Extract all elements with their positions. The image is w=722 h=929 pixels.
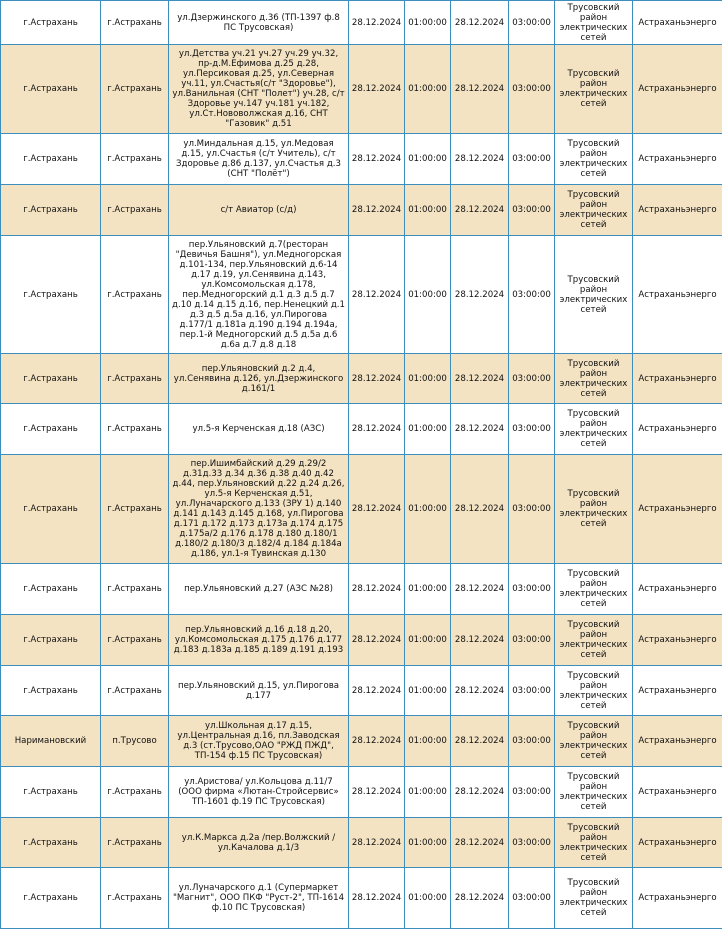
company-cell: Астраханьэнерго — [633, 45, 722, 134]
district-cell: г.Астрахань — [1, 818, 101, 868]
table-row — [1, 818, 722, 868]
address-cell: пер.Ульяновский д.2 д.4, ул.Сенявина д.126, ул.Дзержинского д.161/1 — [169, 354, 349, 404]
district-cell: г.Астрахань — [1, 45, 101, 134]
network-district-cell: Трусовский район электрических сетей — [555, 45, 633, 134]
address-cell: ул.К.Маркса д.2а /пер.Волжский / ул.Качалова д.1/3 — [169, 818, 349, 868]
start-date-cell: 28.12.2024 — [349, 185, 405, 236]
end-time-cell: 03:00:00 — [509, 615, 555, 666]
table-row — [1, 1, 722, 45]
company-cell: Астраханьэнерго — [633, 1, 722, 45]
network-district-cell: Трусовский район электрических сетей — [555, 716, 633, 767]
start-date-cell: 28.12.2024 — [349, 868, 405, 929]
end-time-cell: 03:00:00 — [509, 818, 555, 868]
end-date-cell: 28.12.2024 — [451, 767, 509, 818]
address-cell: пер.Ишимбайский д.29 д.29/2 д.31д.33 д.34 д.36 д.38 д.40 д.42 д.44, пер.Ульяновский д.22 д.24 д.26, ул.5-я Керченская д.51, ул.Луначарского д.133 (ЗРУ 1) д.140 д.141 д.143 д.145 д.168, ул.Пирогова д.171 д.172 д.173 д.173а д.174 д.175 д.175а/2 д.176 д.178 д.180 д.180/1 д.180/2 д.180/3 д.182/4 д.184 д.184а д.186, ул.1-я Тувинская д.130 — [169, 455, 349, 564]
network-district-cell: Трусовский район электрических сетей — [555, 354, 633, 404]
end-date-cell: 28.12.2024 — [451, 134, 509, 185]
end-date-cell: 28.12.2024 — [451, 1, 509, 45]
outage-table-body — [1, 1, 722, 929]
district-cell: г.Астрахань — [1, 1, 101, 45]
network-district-cell: Трусовский район электрических сетей — [555, 1, 633, 45]
table-row — [1, 716, 722, 767]
locality-cell: г.Астрахань — [101, 666, 169, 716]
district-cell: г.Астрахань — [1, 134, 101, 185]
district-cell: г.Астрахань — [1, 185, 101, 236]
end-date-cell: 28.12.2024 — [451, 868, 509, 929]
start-date-cell: 28.12.2024 — [349, 45, 405, 134]
end-time-cell: 03:00:00 — [509, 868, 555, 929]
start-time-cell: 01:00:00 — [405, 236, 451, 354]
start-time-cell: 01:00:00 — [405, 716, 451, 767]
company-cell: Астраханьэнерго — [633, 767, 722, 818]
address-cell: пер.Ульяновский д.16 д.18 д.20, ул.Комсомольская д.175 д.176 д.177 д.183 д.183а д.185 д.189 д.191 д.193 — [169, 615, 349, 666]
network-district-cell: Трусовский район электрических сетей — [555, 615, 633, 666]
start-date-cell: 28.12.2024 — [349, 404, 405, 455]
address-cell: пер.Ульяновский д.7(ресторан "Девичья Башня"), ул.Медногорская д.101-134, пер.Ульяновский д.6-14 д.17 д.19, ул.Сенявина д.143, ул.Комсомольская д.178, пер.Медногорский д.1 д.3 д.5 д.7 д.10 д.14 д.15 д.16, пер.Ненецкий д.1 д.3 д.5 д.5а д.16, ул.Пирогова д.177/1 д.181а д.190 д.194 д.194а, пер.1-й Медногорский д.5 д.5а д.6 д.6а д.7 д.8 д.18 — [169, 236, 349, 354]
end-date-cell: 28.12.2024 — [451, 615, 509, 666]
end-time-cell: 03:00:00 — [509, 185, 555, 236]
start-time-cell: 01:00:00 — [405, 1, 451, 45]
network-district-cell: Трусовский район электрических сетей — [555, 185, 633, 236]
company-cell: Астраханьэнерго — [633, 236, 722, 354]
locality-cell: г.Астрахань — [101, 185, 169, 236]
table-row — [1, 615, 722, 666]
locality-cell: г.Астрахань — [101, 45, 169, 134]
district-cell: г.Астрахань — [1, 564, 101, 615]
company-cell: Астраханьэнерго — [633, 134, 722, 185]
table-row — [1, 185, 722, 236]
table-row — [1, 134, 722, 185]
network-district-cell: Трусовский район электрических сетей — [555, 455, 633, 564]
start-time-cell: 01:00:00 — [405, 404, 451, 455]
district-cell: г.Астрахань — [1, 236, 101, 354]
company-cell: Астраханьэнерго — [633, 666, 722, 716]
end-date-cell: 28.12.2024 — [451, 354, 509, 404]
network-district-cell: Трусовский район электрических сетей — [555, 767, 633, 818]
end-date-cell: 28.12.2024 — [451, 716, 509, 767]
start-date-cell: 28.12.2024 — [349, 354, 405, 404]
locality-cell: г.Астрахань — [101, 354, 169, 404]
district-cell: г.Астрахань — [1, 404, 101, 455]
address-cell: ул.Детства уч.21 уч.27 уч.29 уч.32, пр-д.М.Ефимова д.25 д.28, ул.Персиковая д.25, ул.Северная уч.11, ул.Счастья(с/т "Здоровье"), ул.Ванильная (СНТ "Полет") уч.28, с/т Здоровье уч.147 уч.181 уч.182, ул.Ст.Нововолжская д.16, СНТ "Газовик" д.51 — [169, 45, 349, 134]
table-row — [1, 354, 722, 404]
start-date-cell: 28.12.2024 — [349, 236, 405, 354]
address-cell: ул.5-я Керченская д.18 (АЗС) — [169, 404, 349, 455]
network-district-cell: Трусовский район электрических сетей — [555, 564, 633, 615]
start-date-cell: 28.12.2024 — [349, 666, 405, 716]
start-time-cell: 01:00:00 — [405, 185, 451, 236]
locality-cell: г.Астрахань — [101, 236, 169, 354]
table-row — [1, 666, 722, 716]
company-cell: Астраханьэнерго — [633, 354, 722, 404]
start-date-cell: 28.12.2024 — [349, 455, 405, 564]
start-time-cell: 01:00:00 — [405, 354, 451, 404]
district-cell: г.Астрахань — [1, 868, 101, 929]
end-time-cell: 03:00:00 — [509, 767, 555, 818]
end-time-cell: 03:00:00 — [509, 455, 555, 564]
company-cell: Астраханьэнерго — [633, 716, 722, 767]
start-date-cell: 28.12.2024 — [349, 818, 405, 868]
address-cell: пер.Ульяновский д.15, ул.Пирогова д.177 — [169, 666, 349, 716]
address-cell: ул.Луначарского д.1 (Супермаркет "Магнит", ООО ПКФ "Руст-2", ТП-1614 ф.10 ПС Трусовская) — [169, 868, 349, 929]
end-time-cell: 03:00:00 — [509, 716, 555, 767]
company-cell: Астраханьэнерго — [633, 564, 722, 615]
end-time-cell: 03:00:00 — [509, 404, 555, 455]
table-row — [1, 404, 722, 455]
start-time-cell: 01:00:00 — [405, 45, 451, 134]
end-time-cell: 03:00:00 — [509, 45, 555, 134]
start-time-cell: 01:00:00 — [405, 868, 451, 929]
address-cell: пер.Ульяновский д.27 (АЗС №28) — [169, 564, 349, 615]
table-row — [1, 236, 722, 354]
network-district-cell: Трусовский район электрических сетей — [555, 868, 633, 929]
start-time-cell: 01:00:00 — [405, 767, 451, 818]
address-cell: ул.Аристова/ ул.Кольцова д.11/7 (ООО фирма «Лютан-Стройсервис» ТП-1601 ф.19 ПС Трусовская) — [169, 767, 349, 818]
network-district-cell: Трусовский район электрических сетей — [555, 818, 633, 868]
start-time-cell: 01:00:00 — [405, 818, 451, 868]
address-cell: ул.Миндальная д.15, ул.Медовая д.15, ул.Счастья (с/т Учитель), с/т Здоровье д.86 д.137, ул.Счастья д.3 (СНТ "Полёт") — [169, 134, 349, 185]
company-cell: Астраханьэнерго — [633, 185, 722, 236]
start-time-cell: 01:00:00 — [405, 666, 451, 716]
locality-cell: г.Астрахань — [101, 615, 169, 666]
locality-cell: г.Астрахань — [101, 404, 169, 455]
start-date-cell: 28.12.2024 — [349, 716, 405, 767]
end-date-cell: 28.12.2024 — [451, 455, 509, 564]
end-date-cell: 28.12.2024 — [451, 404, 509, 455]
district-cell: г.Астрахань — [1, 354, 101, 404]
table-row — [1, 868, 722, 929]
company-cell: Астраханьэнерго — [633, 615, 722, 666]
network-district-cell: Трусовский район электрических сетей — [555, 404, 633, 455]
address-cell: ул.Школьная д.17 д.15, ул.Центральная д.16, пл.Заводская д.3 (ст.Трусово,ОАО "РЖД ПЖД", ТП-154 ф.15 ПС Трусовская) — [169, 716, 349, 767]
end-date-cell: 28.12.2024 — [451, 185, 509, 236]
locality-cell: г.Астрахань — [101, 868, 169, 929]
locality-cell: п.Трусово — [101, 716, 169, 767]
company-cell: Астраханьэнерго — [633, 404, 722, 455]
start-date-cell: 28.12.2024 — [349, 1, 405, 45]
company-cell: Астраханьэнерго — [633, 868, 722, 929]
end-date-cell: 28.12.2024 — [451, 564, 509, 615]
district-cell: г.Астрахань — [1, 666, 101, 716]
start-time-cell: 01:00:00 — [405, 134, 451, 185]
end-time-cell: 03:00:00 — [509, 1, 555, 45]
locality-cell: г.Астрахань — [101, 767, 169, 818]
company-cell: Астраханьэнерго — [633, 818, 722, 868]
locality-cell: г.Астрахань — [101, 134, 169, 185]
start-time-cell: 01:00:00 — [405, 455, 451, 564]
network-district-cell: Трусовский район электрических сетей — [555, 134, 633, 185]
locality-cell: г.Астрахань — [101, 455, 169, 564]
end-time-cell: 03:00:00 — [509, 236, 555, 354]
end-time-cell: 03:00:00 — [509, 564, 555, 615]
network-district-cell: Трусовский район электрических сетей — [555, 666, 633, 716]
district-cell: г.Астрахань — [1, 767, 101, 818]
network-district-cell: Трусовский район электрических сетей — [555, 236, 633, 354]
locality-cell: г.Астрахань — [101, 818, 169, 868]
table-row — [1, 45, 722, 134]
start-date-cell: 28.12.2024 — [349, 615, 405, 666]
address-cell: ул.Дзержинского д.36 (ТП-1397 ф.8 ПС Трусовская) — [169, 1, 349, 45]
end-date-cell: 28.12.2024 — [451, 666, 509, 716]
end-date-cell: 28.12.2024 — [451, 818, 509, 868]
start-date-cell: 28.12.2024 — [349, 134, 405, 185]
district-cell: г.Астрахань — [1, 615, 101, 666]
address-cell: с/т Авиатор (с/д) — [169, 185, 349, 236]
locality-cell: г.Астрахань — [101, 564, 169, 615]
start-time-cell: 01:00:00 — [405, 615, 451, 666]
end-date-cell: 28.12.2024 — [451, 236, 509, 354]
end-time-cell: 03:00:00 — [509, 666, 555, 716]
end-time-cell: 03:00:00 — [509, 134, 555, 185]
table-row — [1, 767, 722, 818]
district-cell: Наримановский — [1, 716, 101, 767]
table-row — [1, 455, 722, 564]
start-date-cell: 28.12.2024 — [349, 767, 405, 818]
end-date-cell: 28.12.2024 — [451, 45, 509, 134]
table-row — [1, 564, 722, 615]
locality-cell: г.Астрахань — [101, 1, 169, 45]
district-cell: г.Астрахань — [1, 455, 101, 564]
company-cell: Астраханьэнерго — [633, 455, 722, 564]
start-date-cell: 28.12.2024 — [349, 564, 405, 615]
start-time-cell: 01:00:00 — [405, 564, 451, 615]
end-time-cell: 03:00:00 — [509, 354, 555, 404]
